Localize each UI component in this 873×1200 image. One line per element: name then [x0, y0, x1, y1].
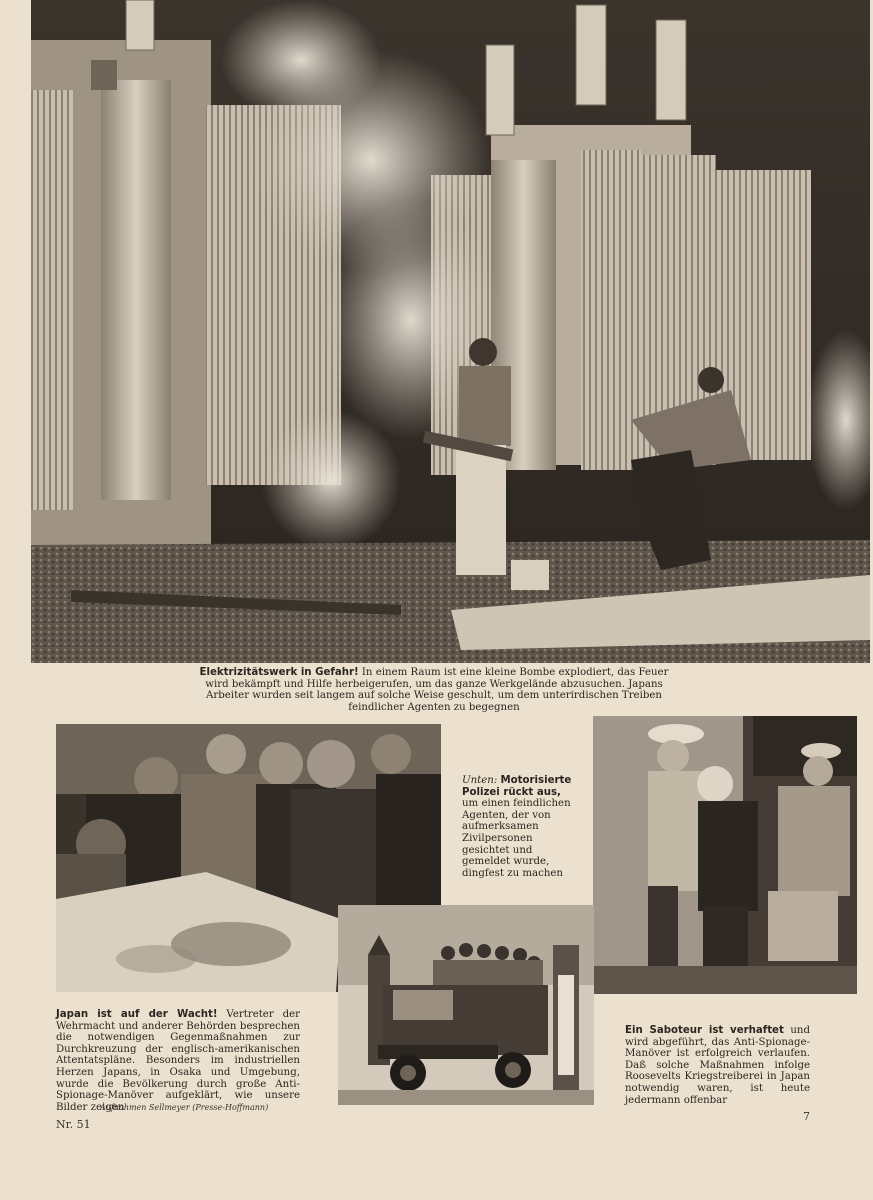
police-truck-photo: [338, 905, 594, 1105]
saboteur-arrest-photo: [593, 716, 857, 994]
watch-caption-title: Japan ist auf der Wacht!: [56, 1009, 218, 1020]
page-number: 7: [803, 1110, 810, 1123]
watch-caption: [56, 1009, 300, 1113]
photo-credit: Aufnahmen Sellmeyer (Presse-Hoffmann): [100, 1103, 269, 1112]
saboteur-caption-title: Ein Saboteur ist verhaftet: [625, 1025, 784, 1036]
main-photo-caption: [195, 667, 673, 713]
saboteur-caption: [625, 1025, 810, 1106]
saboteur-caption-text: und wird abgeführt, das Anti-Spionage-Manöver ist erfolgreich verlaufen. Daß solche Maßnahmen infolge Roosevelts Kriegstreiberei in Japan notwendig waren, ist heute jedermann offenbar: [625, 1025, 810, 1106]
police-caption: [462, 775, 580, 879]
main-photo-caption-text: In einem Raum ist eine kleine Bombe explodiert, das Feuer wird bekämpft und Hilfe herbeigerufen, um das ganze Werkgelände abzusuchen. Japans Arbeiter wurden seit langem auf solche Weise geschult, um dem unterirdischen Treiben feindlicher Agenten zu begegnen: [205, 667, 669, 713]
police-caption-text: um einen feindlichen Agenten, der von aufmerksamen Zivilpersonen gesichtet und gemeldet wurde, dingfest zu machen: [462, 798, 571, 879]
police-caption-lead: Unten:: [462, 775, 498, 786]
watch-caption-text: Vertreter der Wehrmacht und anderer Behörden besprechen die notwendigen Gegenmaßnahmen zur Durchkreuzung der englisch-amerikanischen Attentatspläne. Besonders im industriellen Herzen Japans, in Osaka und Umgebung, wurde die Bevölkerung durch große Anti-Spionage-Manöver aufgeklärt, wie unsere Bilder zeigen: [56, 1009, 300, 1113]
transformer-fire-photo: [31, 0, 870, 663]
issue-number: Nr. 51: [56, 1118, 91, 1131]
main-photo-caption-title: Elektrizitätswerk in Gefahr!: [199, 667, 359, 678]
police-caption-title: Motorisierte Polizei rückt aus,: [462, 775, 572, 798]
